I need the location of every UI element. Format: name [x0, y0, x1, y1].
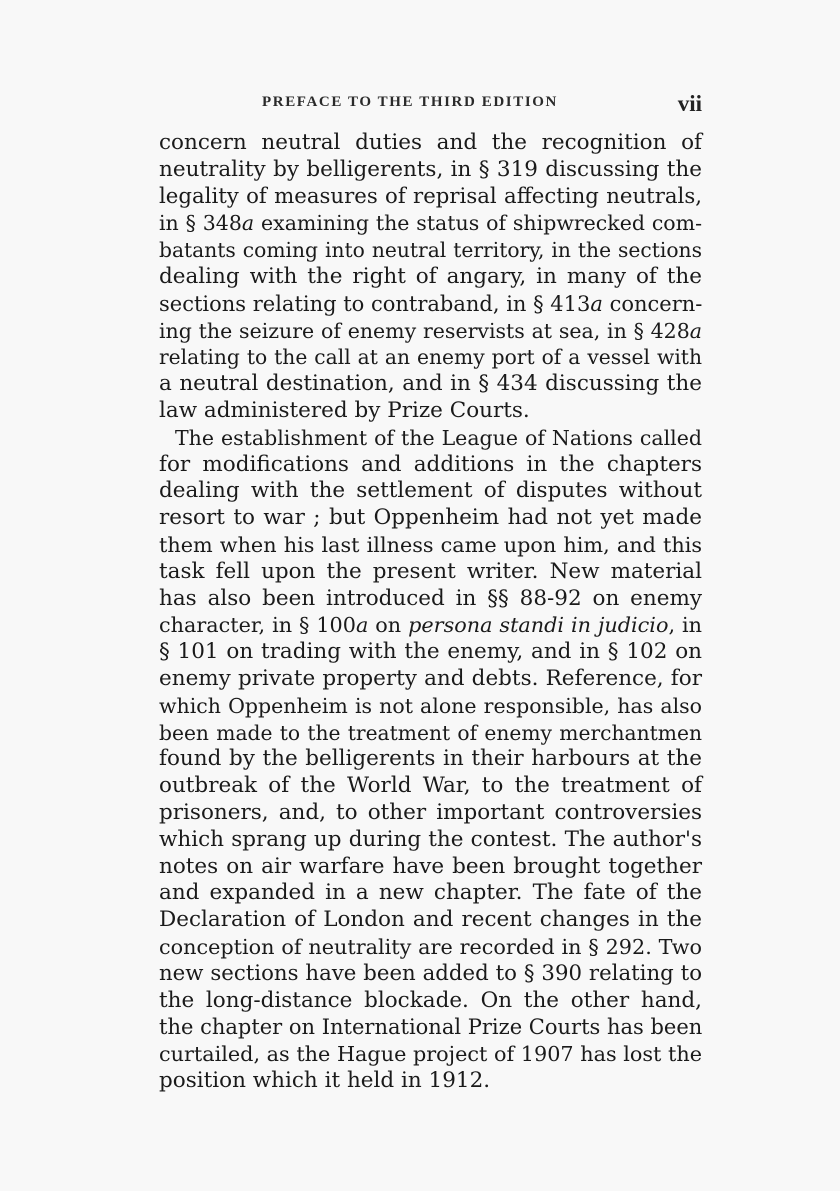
- text-line: task fell upon the present writer. New material: [159, 558, 702, 584]
- running-head: PREFACE TO THE THIRD EDITION: [262, 94, 558, 110]
- text-line: sections relating to contraband, in § 413a concern-: [159, 291, 703, 316]
- paragraph-end-line: position which it held in 1912.: [159, 1067, 491, 1093]
- text-line: new sections have been added to § 390 relating to: [159, 960, 702, 986]
- text-line: the chapter on International Prize Courts has been: [159, 1015, 703, 1040]
- text-line: outbreak of the World War, to the treatment of: [159, 773, 702, 799]
- text-line: has also been introduced in §§ 88-92 on enemy: [159, 585, 702, 611]
- text-line-with-italic: character, in § 100a on persona standi in judicio, in: [159, 613, 702, 638]
- text-line: batants coming into neutral territory, in the sections: [159, 238, 702, 263]
- text-line: ing the seizure of enemy reservists at sea, in § 428a: [159, 318, 702, 343]
- page-number: vii: [677, 91, 702, 116]
- text-line: enemy private property and debts. Reference, for: [159, 665, 702, 691]
- text-line: concern neutral duties and the recognition of: [159, 130, 702, 155]
- text-line: which Oppenheim is not alone responsible, has also: [159, 693, 702, 718]
- text-line: notes on air warfare have been brought together: [159, 853, 702, 879]
- text-line: found by the belligerents in their harbours at the: [159, 746, 702, 772]
- text-line: legality of measures of reprisal affecting neutrals,: [159, 183, 702, 209]
- text-line: curtailed, as the Hague project of 1907 has lost the: [159, 1042, 702, 1067]
- text-line: prisoners, and, to other important controversies: [159, 799, 702, 825]
- text-line: dealing with the right of angary, in many of the: [159, 263, 702, 289]
- body-text: [159, 130, 702, 1095]
- page-header: [262, 91, 702, 118]
- text-line: been made to the treatment of enemy merchantmen: [159, 720, 702, 745]
- text-line: conception of neutrality are recorded in § 292. Two: [159, 934, 702, 959]
- text-line: Declaration of London and recent changes in the: [159, 907, 702, 933]
- text-line: dealing with the settlement of disputes without: [159, 478, 702, 504]
- text-line: relating to the call at an enemy port of a vessel with: [159, 345, 702, 370]
- text-line: in § 348a examining the status of shipwrecked com-: [159, 211, 703, 236]
- text-line: neutrality by belligerents, in § 319 discussing the: [159, 156, 702, 182]
- text-line: § 101 on trading with the enemy, and in § 102 on: [159, 639, 702, 665]
- paragraph-end-line: law administered by Prize Courts.: [159, 397, 530, 423]
- text-line: a neutral destination, and in § 434 discussing the: [159, 371, 702, 397]
- text-line: which sprang up during the contest. The author's: [159, 826, 702, 852]
- text-line: them when his last illness came upon him, and this: [159, 532, 702, 557]
- paragraph-start-line: The establishment of the League of Nations called: [175, 425, 702, 450]
- text-line: for modifications and additions in the chapters: [159, 451, 702, 477]
- text-line: and expanded in a new chapter. The fate of the: [159, 880, 702, 906]
- text-line: resort to war ; but Oppenheim had not yet made: [159, 505, 702, 531]
- text-line: the long-distance blockade. On the other hand,: [159, 987, 702, 1013]
